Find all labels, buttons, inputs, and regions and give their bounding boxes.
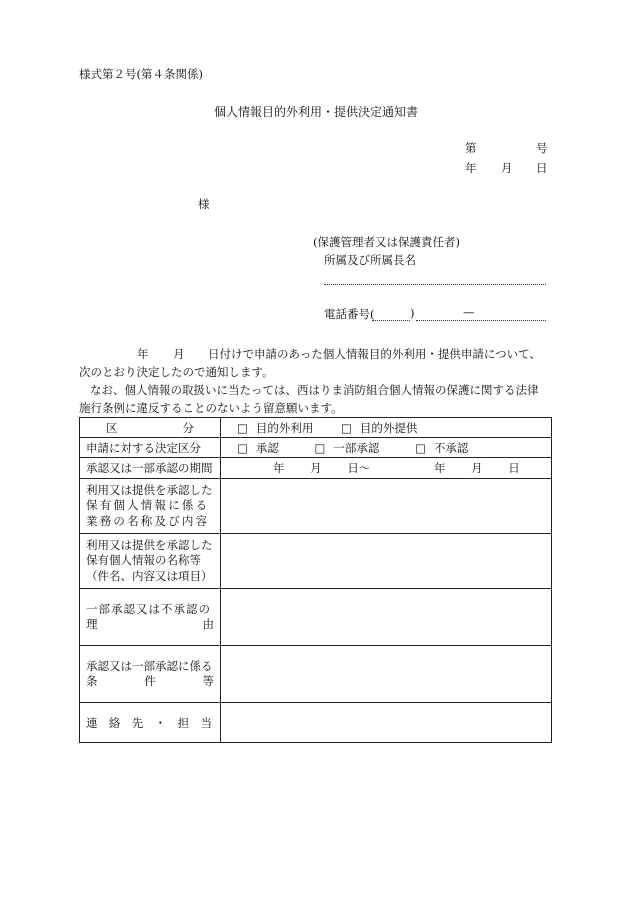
body-line2: 次のとおり決定したので通知します。 [79, 365, 274, 379]
body-line4: 施行条例に違反することのないよう留意願います。 [79, 401, 343, 415]
option-approve: 承認 [255, 440, 279, 455]
contact-value[interactable] [221, 703, 552, 743]
label-reason: 一部承認又は不承認の 理 由 [80, 589, 221, 646]
date-day: 日 [536, 161, 548, 175]
period-end-day: 日 [508, 461, 520, 475]
label-decision: 申請に対する決定区分 [80, 438, 221, 458]
label-category: 区 分 [80, 418, 221, 438]
row-contact [80, 703, 552, 743]
option-outside-use: 目的外利用 [255, 420, 314, 435]
date-month: 月 [501, 161, 513, 175]
body-line1: 日付けで申請のあった個人情報目的外利用・提供申請について、 [208, 347, 541, 361]
row-info-name [80, 534, 552, 589]
period-start-month: 月 [310, 461, 322, 475]
label-contact: 連 絡 先 ・ 担 当 [80, 703, 221, 743]
checkbox-outside-provision[interactable]: □ [341, 420, 352, 435]
period-value [221, 458, 552, 479]
label-info-name: 利用又は提供を承認した 保有個人情報の名称等 （件名、内容又は項目） [80, 534, 221, 589]
period-start-day: 日～ [347, 461, 371, 475]
option-partial: 一部承認 [333, 440, 380, 455]
phone-number-line [416, 320, 546, 321]
reason-value[interactable] [221, 589, 552, 646]
body-month: 月 [173, 347, 185, 361]
checkbox-outside-use[interactable]: □ [237, 420, 248, 435]
business-value[interactable] [221, 479, 552, 534]
label-business: 利用又は提供を承認した 保有個人情報に係る 業務の名称及び内容 [80, 479, 221, 534]
decision-table [79, 417, 552, 743]
option-outside-provision: 目的外提供 [359, 420, 418, 435]
decision-options [221, 438, 552, 458]
body-line3: なお、個人情報の取扱いに当たっては、西はりま消防組合個人情報の保護に関する法律 [90, 383, 539, 397]
checkbox-partial[interactable]: □ [314, 440, 326, 455]
category-options [221, 418, 552, 438]
affiliation-label: 所属及び所属長名 [324, 253, 416, 267]
period-start-year: 年 [273, 461, 285, 475]
doc-no-prefix: 第 [465, 141, 477, 155]
label-conditions: 承認又は一部承認に係る 条 件 等 [80, 646, 221, 703]
date-year: 年 [465, 161, 477, 175]
body-year: 年 [137, 347, 149, 361]
row-category [80, 418, 552, 438]
phone-label: 電話番号( [324, 307, 375, 321]
checkbox-approve[interactable]: □ [237, 440, 248, 455]
recipient-suffix: 様 [198, 197, 210, 211]
row-business [80, 479, 552, 534]
option-reject: 不承認 [433, 440, 469, 455]
doc-no-suffix: 号 [536, 141, 548, 155]
period-end-year: 年 [433, 461, 446, 475]
phone-dash: — [463, 305, 475, 319]
label-period: 承認又は一部承認の期間 [80, 458, 221, 479]
row-decision [80, 438, 552, 458]
form-number: 様式第２号(第４条関係) [79, 67, 203, 81]
phone-close: ) [410, 306, 415, 320]
phone-area-line [372, 320, 410, 321]
period-end-month: 月 [471, 461, 483, 475]
checkbox-reject[interactable]: □ [415, 440, 426, 455]
sender-role: (保護管理者又は保護責任者) [313, 235, 460, 249]
affiliation-line [324, 284, 546, 285]
row-conditions [80, 646, 552, 703]
row-period [80, 458, 552, 479]
info-name-value[interactable] [221, 534, 552, 589]
conditions-value[interactable] [221, 646, 552, 703]
document-title: 個人情報目的外利用・提供決定通知書 [214, 105, 419, 119]
row-reason [80, 589, 552, 646]
